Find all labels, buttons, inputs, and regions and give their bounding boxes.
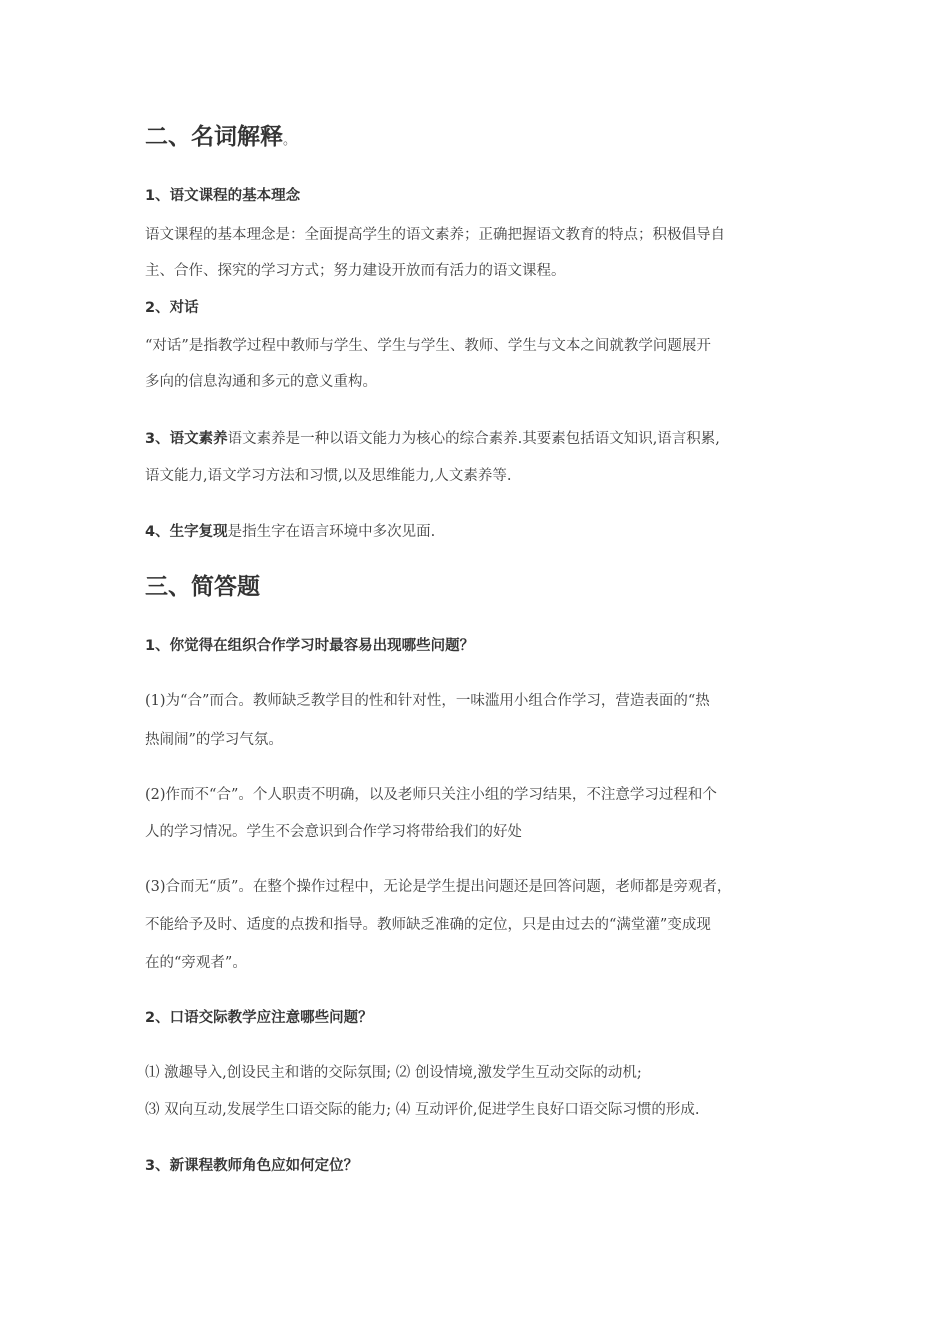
term-4-text: 是指生字在语言环境中多次见面. — [227, 524, 436, 540]
answer-1-2-line-1: (2)作而不“合”。个人职责不明确，以及老师只关注小组的学习结果，不注意学习过程和个 — [145, 787, 717, 803]
term-4-label: 4、生字复现 — [145, 524, 228, 540]
answer-1-1-line-2: 热闹闹”的学习气氛。 — [145, 732, 283, 748]
section-3-title: 三、简答题 — [145, 574, 260, 600]
term-2-line-2: 多向的信息沟通和多元的意义重构。 — [145, 374, 377, 390]
term-1-line-2: 主、合作、探究的学习方式；努力建设开放而有活力的语文课程。 — [145, 263, 566, 279]
question-2: 2、口语交际教学应注意哪些问题？ — [145, 1010, 373, 1026]
term-2-line-1: “对话”是指教学过程中教师与学生、学生与学生、教师、学生与文本之间就教学问题展开 — [145, 338, 711, 354]
term-3-line-1 — [145, 429, 817, 449]
term-4-line — [145, 522, 817, 542]
term-1-heading: 1、语文课程的基本理念 — [145, 188, 301, 204]
term-3-line-2: 语文能力,语文学习方法和习惯,以及思维能力,人文素养等. — [145, 468, 512, 484]
answer-1-1-line-1: (1)为“合”而合。教师缺乏教学目的性和针对性，一味滥用小组合作学习，营造表面的“热 — [145, 693, 710, 709]
answer-2-line-2: ⑶ 双向互动,发展学生口语交际的能力; ⑷ 互动评价,促进学生良好口语交际习惯的形成. — [145, 1102, 700, 1118]
term-3-label: 3、语文素养 — [145, 431, 228, 447]
section-2-title-tail: 。 — [283, 133, 297, 148]
answer-1-3-line-3: 在的“旁观者”。 — [145, 955, 247, 971]
term-2-heading: 2、对话 — [145, 300, 199, 316]
term-3-text-1: 语文素养是一种以语文能力为核心的综合素养.其要素包括语文知识,语言积累, — [227, 431, 720, 447]
answer-1-3-line-1: (3)合而无“质”。在整个操作过程中，无论是学生提出问题还是回答问题，老师都是旁观者， — [145, 879, 732, 895]
question-3: 3、新课程教师角色应如何定位？ — [145, 1158, 359, 1174]
section-2-title-text: 二、名词解释 — [145, 124, 283, 150]
answer-2-line-1: ⑴ 激趣导入,创设民主和谐的交际氛围; ⑵ 创设情境,激发学生互动交际的动机; — [145, 1065, 642, 1081]
answer-1-3-line-2: 不能给予及时、适度的点拨和指导。教师缺乏准确的定位，只是由过去的“满堂灌”变成现 — [145, 917, 711, 933]
term-1-line-1: 语文课程的基本理念是：全面提高学生的语文素养；正确把握语文教育的特点；积极倡导自 — [145, 227, 725, 243]
section-2-title — [145, 122, 296, 156]
answer-1-2-line-2: 人的学习情况。学生不会意识到合作学习将带给我们的好处 — [145, 824, 522, 840]
question-1: 1、你觉得在组织合作学习时最容易出现哪些问题？ — [145, 638, 475, 654]
